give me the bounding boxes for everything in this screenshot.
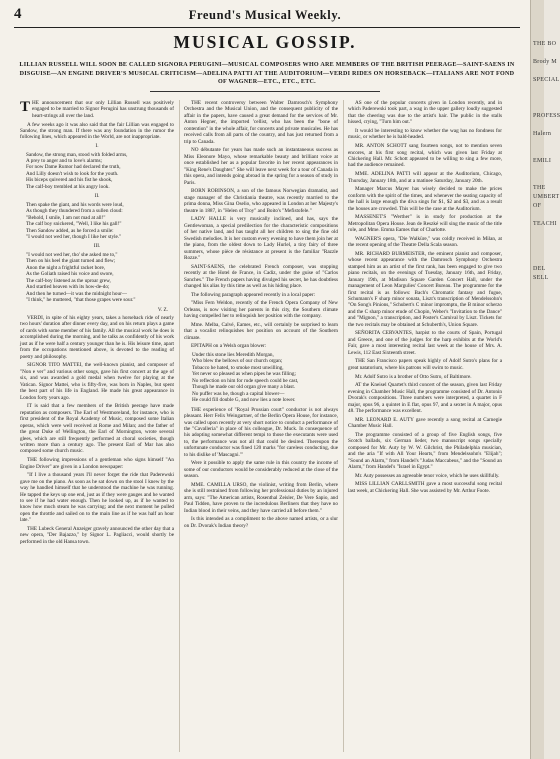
- paragraph: "If I live a thousand years I'll never forget the ride that Paderewski gave me on the piano. As soon as he sat down on the stool I knew by the way he handled himself that he understood the machine he was running. He tapped the keys up one end, just as if they were gauges and he wanted to see if he had water enough. Then he looked up, as if he wanted to know how much steam he was carrying; and the next moment he pulled open the throttle and sailed on to the main line as if he was half an hour late.": [20, 472, 174, 524]
- poem-stanza: [20, 202, 174, 241]
- paragraph: MR. LEONARD E. AUTY gave recently a song recital at Carnegie Chamber Music Hall.: [348, 416, 502, 430]
- verse-line: No puffer was he, though a capital blower—: [192, 390, 285, 397]
- paragraph: Manager Marcus Mayer has wisely decided to make the prices conform with the spirit of the times, and whenever the seating capacity of the hall is large enough the diva sings for $1, $2 and $3, and as a result the houses are crowded. This will be the case at the Auditorium.: [348, 186, 502, 212]
- column-divider: [179, 100, 180, 752]
- poem-line: "I would not wed her, tho' she asked me to,": [26, 251, 118, 258]
- paragraph: [20, 100, 174, 119]
- page-number: 4: [14, 6, 22, 22]
- poem-line: As the Goliath raised his voice and swore,: [26, 271, 114, 278]
- paragraph: A few weeks ago it was also said that the fair Lillian was engaged to Sandow, the strong man. If there was any foundation in the rumor the following lines, which appeared in the World, are not inappropriate.: [20, 121, 174, 141]
- poem-line: Sandow, the strong man, stood with folded arms,: [26, 151, 128, 158]
- paragraph: MR. RICHARD BURMEISTER, the eminent pianist and composer, whose recent appearance with the Damrosch Symphony Orchestra stamped him as an artist of the first rank, has been engaged to give two piano recitals, on the evenings of Tuesday, January 16th, and Friday, January 19th, at Madison Square Garden Concert Hall, under the management of Leon Margulies' Concert Bureau. The programme for the first recital is as follows: Bach's Chromatic fantasy and fugue, Schumann's F sharp minor sonata, Liszt's transcription of Mendelssohn's "On Song's Pinions," Schubert's C minor impromptu, the B minor scherzo and the C sharp minor etude of Chopin, Weber's "Invitation to the Dance" and "Mignon," a transcription, and Poster's Carnival by Liszt. Tickets for the two recitals may be obtained at Schuberth's, Union Square.: [348, 250, 502, 328]
- paragraph: VERDI, in spite of his eighty years, takes a horseback ride of nearly two hours' duration after dinner every day, and on his return plays a game of cards with some member of his family. All the musical work he does is accomplished during the morning, and he talks as confidently of his work just as if he were half a century younger than he is. His leisure time, apart from the occupations mentioned above, is devoted to the reading of poetry and philosophy.: [20, 314, 174, 360]
- paragraph: MME. ADELINA PATTI will appear at the Auditorium, Chicago, Thursday, January 18th, and at a matinee Saturday, January 20th.: [348, 171, 502, 184]
- poem-line: "I think," he muttered, "that those grapes were sour.": [26, 297, 136, 304]
- poem-line: "I would not wed her, though I like her style.": [26, 233, 122, 240]
- article-deck: LILLIAN RUSSELL WILL SOON BE CALLED SIGNORA PERUGINI—MUSICAL COMPOSERS WHO ARE MEMBERS OF THE BRITISH PEERAGE—SAINT-SAENS IN DISGUISE—AN ENGINE DRIVER'S MUSICAL CRITICISM—ADELINA PATTI AT THE AUDITORIUM—VERDI RIDES ON HORSEBACK—ITALIANS ARE NOT FOND OF WAGNER—ETC., ETC., ETC.: [19, 62, 515, 86]
- poem-line: And Lilly doesn't wish to look for the youth.: [26, 170, 119, 177]
- paragraph: THE Lubeck General Anzeiger gravely announced the other day that a new opera, "Der Bajazzo," by Signor L. Pagliacci, would shortly be performed in the old Hansa town.: [20, 525, 174, 545]
- column-divider: [343, 100, 344, 752]
- poem-line: As though they thundered from a sullen cloud:: [26, 208, 123, 215]
- verse-line: Though he made our old organ give many a blast.: [192, 384, 296, 391]
- paragraph: SAINT-SAENS, the celebrated French composer, was stopping recently at the Hotel de France, in Cadiz, under the guise of "Carlos Sanches." The French papers having divulged his secret, he has doubtless changed his alias by this time as well as his hiding place.: [184, 263, 338, 289]
- deck-rule: [150, 91, 380, 92]
- paragraph: "Miss Fern Weldon, recently of the French Opera Company of New Orleans, is now visiting her parents in this city, the Southern climate having compelled her to relinquish her position with the company.: [184, 300, 338, 320]
- column-3: [348, 100, 502, 752]
- paragraph: IT is said that a few members of the British peerage have made reputation as composers. The Earl of Westmoreland, for instance, who is first president of the Royal Academy of Music, composed some Italian operas, which were well received at Rome and Milan; and the father of the great Duke of Wellington, the Earl of Mornington, wrote several glees, which are still frequently performed at choral societies, though written more than a century ago. The present Earl of Mar has also composed some church music.: [20, 403, 174, 455]
- paragraph: SIGNOR TITO MATTEI, the well-known pianist, and composer of "Non e ver" and various other songs, gave his first concert at the age of six, and was awarded a gold medal when twelve for playing at the Vatican. Signor Mattei, who is fifty-five, was born in Naples, but spent the best part of his life in England. He made his great appearance in London forty years ago.: [20, 362, 174, 401]
- poem-line: "Behold, I smile, I am not mad at all!": [26, 214, 106, 221]
- paragraph: It would be interesting to know whether the wag has no fondness for music, or whether he is bald-headed.: [348, 128, 502, 141]
- paragraph: LADY HALLE is very musically inclined, and has, says the Gentlewoman, a special predilection for the characteristic compositions of her native land, and has taught all her children to sing the fine old Swedish melodies. It is her custom every evening to have them join her at the piano, from the oldest down to Lady Hurlel, a tiny fairy of three summers, whose pièce de résistance at present is the familiar "Razzle Rozze.": [184, 216, 338, 261]
- verse-line: Tobacco he hated, to smoke most unwilling,: [192, 364, 284, 371]
- poem-line: Then spake the giant, and his words were loud,: [26, 201, 124, 208]
- paragraph: Were it possible to apply the same rule in this country the income of some of our conductors would be considerably reduced at the close of the season.: [184, 460, 338, 480]
- poem-line: And startled heaven with its how-de-do;: [26, 284, 110, 291]
- paragraph: THE recent controversy between Walter Damrosch's Symphony Orchestra and the Musical Union, and the consequent publicity of the affair in the papers, have caused a great demand for the services of Mr. Anton Hegner, the imported 'cellist, who has been the "bone of contention" in the whole affair, for concerts and private musicales. He has received calls from all parts of the country, and has just returned from a trip to Canada.: [184, 100, 338, 145]
- paragraph: Mr. Auty possesses an agreeable tenor voice, which he uses skillfully.: [355, 472, 500, 479]
- paragraph: THE experience of "Royal Prussian court" conductor is not always pleasant. Herr Felix Weingartner, of the Berlin Opera House, for instance, was called upon recently at very short notice to conduct a performance of the "Cavalleria" in place of his colleague, Dr. Muck. In consequence of his adopting somewhat different tempi to those the executants were used to, the performance was not all that could be desired. Thereupon the unfortunate conductor was fined 120 marks "for careless conducting, due to his dislike of 'Mascagni.'": [184, 406, 338, 458]
- paragraph: Mme. Melba, Calvé, Eames, etc., will certainly be surprised to learn that a vocalist relinquishes her position on account of the Southern climate.: [184, 321, 338, 341]
- poem-stanza-number: II.: [94, 193, 100, 200]
- paragraph: AS one of the popular concerts given in London recently, and in which Paderewski took part, a wag in the upper gallery loudly suggested that the cheering was due to the artist's hair. The public in the stalls hissed, crying, "Turn him out.": [348, 100, 502, 126]
- verse-line: No reflection on him for rude speech could be cast,: [192, 377, 299, 384]
- paragraph: Is this intended as a compliment to the above named artists, or a slur on Dr. Dvorak's Indian theory?: [184, 516, 338, 529]
- adjacent-page-edge: [530, 0, 560, 759]
- paragraph-text: HE announcement that our only Lillian Russell was positively engaged to be married to Signor Perugini has unstrung thousands of heart-strings all over the land.: [32, 100, 174, 119]
- section-title: MUSICAL GOSSIP.: [173, 32, 357, 52]
- adjacent-page-text: THE BO Brody M SPECIAL PROFESS Halern EMILI THE UMBERT OF TEACHI DEL SELL: [533, 41, 560, 281]
- verse-line: Who blew the bellows of our church organ;: [192, 358, 283, 365]
- verse-line: Under this stone lies Meredith Morgan,: [192, 352, 274, 358]
- paragraph: Mr. Adolf Sutro is a brother of Otto Sutro, of Baltimore.: [355, 373, 472, 380]
- poem-signature: V. Z.: [157, 306, 168, 313]
- paragraph: THE San Francisco papers speak highly of Adolf Sutro's plans for a great natatorium, where his patrons will swim to music.: [348, 358, 502, 371]
- poem-stanza: [20, 252, 174, 304]
- column-2: [184, 100, 338, 752]
- masthead: Freund's Musical Weekly.: [188, 8, 342, 22]
- poem-line: His biceps quivered and his fist he shook,: [26, 177, 113, 184]
- paragraph: MME. CAMILLA URSO, the violinist, writing from Berlin, where she is still restrained from following her professional duties by an injured arm, says: "The American artists, Rosenthal Zeisler, De Vere Sapio, and Paul Tidden, have proven to the incredulous Berliners that they have no Indian blood in their veins, and they have carried all before them.": [184, 481, 338, 514]
- header-rule: [14, 27, 520, 28]
- drop-cap: T: [20, 99, 31, 115]
- poem-line: Then Sandow added, as he forced a smile:: [26, 227, 114, 234]
- poem-line: Then on his heel the giant turned and flew;: [26, 258, 116, 265]
- poem-line: For now Dame Rumor had declared the truth,: [26, 164, 121, 171]
- paragraph: MISS LILLIAN CARLLSMITH gave a most successful song recital last week, at Chickering Hall. She was assisted by Mr. Arthur Foote.: [348, 481, 502, 494]
- paragraph: The following paragraph appeared recently in a local paper:: [191, 291, 316, 298]
- paragraph: NO débutante for years has made such an instantaneous success as Miss Eleonore Mayo, whose remarkable beauty and brilliant voice at once established her as a popular favorite in her recent appearances in "King Rene's Daughter." She will leave next week for a tour of Canada in this opera, and intends going abroad in the spring for a season of study in Paris.: [184, 147, 338, 186]
- poem-stanza-number: I.: [95, 143, 99, 150]
- epitaph-verse: [184, 352, 338, 404]
- paragraph: MASSENET'S "Werther" is in study for production at the Metropolitan Opera House. Jean de Reszké will sing the music of the title role, and Mme. Emma Eames that of Charlotte.: [348, 214, 502, 234]
- paragraph: The programme consisted of a group of five English songs, five Scotch ballads, six German lieder, two manuscript songs specially composed for Mr. Auty by W. W. Gilchrist, the Philadelphia musician, and the aria "If with All Your Hearts," from Mendelssohn's "Elijah"; "Sound an Alarm," from Handel's "Judas Maccabeus," and the "Sound an Alarm," from Handel's "Israel in Egypt.": [348, 431, 502, 470]
- paragraph: THE following impressions of a gentleman who signs himself "An Engine Driver" are given in a London newspaper:: [20, 457, 174, 470]
- poem-stanza-number: III.: [93, 243, 101, 250]
- poem-line: The calf boy snickered, "Well, I like his gall!": [26, 221, 122, 228]
- paragraph: BORN ROBINSON, a son of the famous Norwegian dramatist, and stage manager of the Christiania theatre, was recently married to the prima donna, Miss Gina Oselio, who appeared in London at her Majesty's theatre in 1887, in "Helen of Troy" and Boito's "Mefistofele.": [184, 188, 338, 214]
- poem-line: A prey to anger and to love's alarms;: [26, 158, 102, 164]
- paragraph: WAGNER'S opera, "Die Walküre," was coldly received in Milan, at the recent opening of the Theatre Della Scala season.: [348, 235, 502, 249]
- paragraph: SEÑORITA CERVANTES, harpist to the courts of Spain, Portugal and Greece, and one of the judges for the harp exhibits at the World's Fair, gave a most interesting recital last week at the house of Mrs. A. Lewis, 112 East Sixteenth street.: [348, 330, 502, 356]
- paragraph: AT the Kneisel Quartet's third concert of the season, given last Friday evening in Chamber Music Hall, the programme consisted of Dr. Antonin Dvorak's compositions. Three numbers were interpreted, a quartet in F major, opus 96, a quintet in E flat, opus 97, and a sextet in A major, opus 48. The performance was excellent.: [348, 382, 502, 414]
- poem-line: Anon the night a frightful racket bore,: [26, 264, 106, 271]
- verse-line: Yet never so pleased as when pipes he was filling;: [192, 371, 296, 378]
- column-1: [20, 100, 174, 752]
- poem-line: The calf-boy listened as the uproar grew,: [26, 277, 111, 284]
- poem-line: The calf-boy trembled at his angry look.: [26, 183, 110, 190]
- paragraph: MR. ANTON SCHOTT sang fourteen songs, not to mention seven encores, at his first song recital, which was given last Friday at Chickering Hall. Mr. Schott appeared to be willing to sing a few more, had the audience remained.: [348, 143, 502, 169]
- poem-line: And then he turned—it was the midnight hour—: [26, 290, 127, 297]
- verse-line: He could fill double G, and now lies a note lower.: [192, 397, 296, 404]
- poem-stanza: [20, 152, 174, 191]
- paragraph: EPITAPH on a Welsh organ blower:: [191, 343, 267, 350]
